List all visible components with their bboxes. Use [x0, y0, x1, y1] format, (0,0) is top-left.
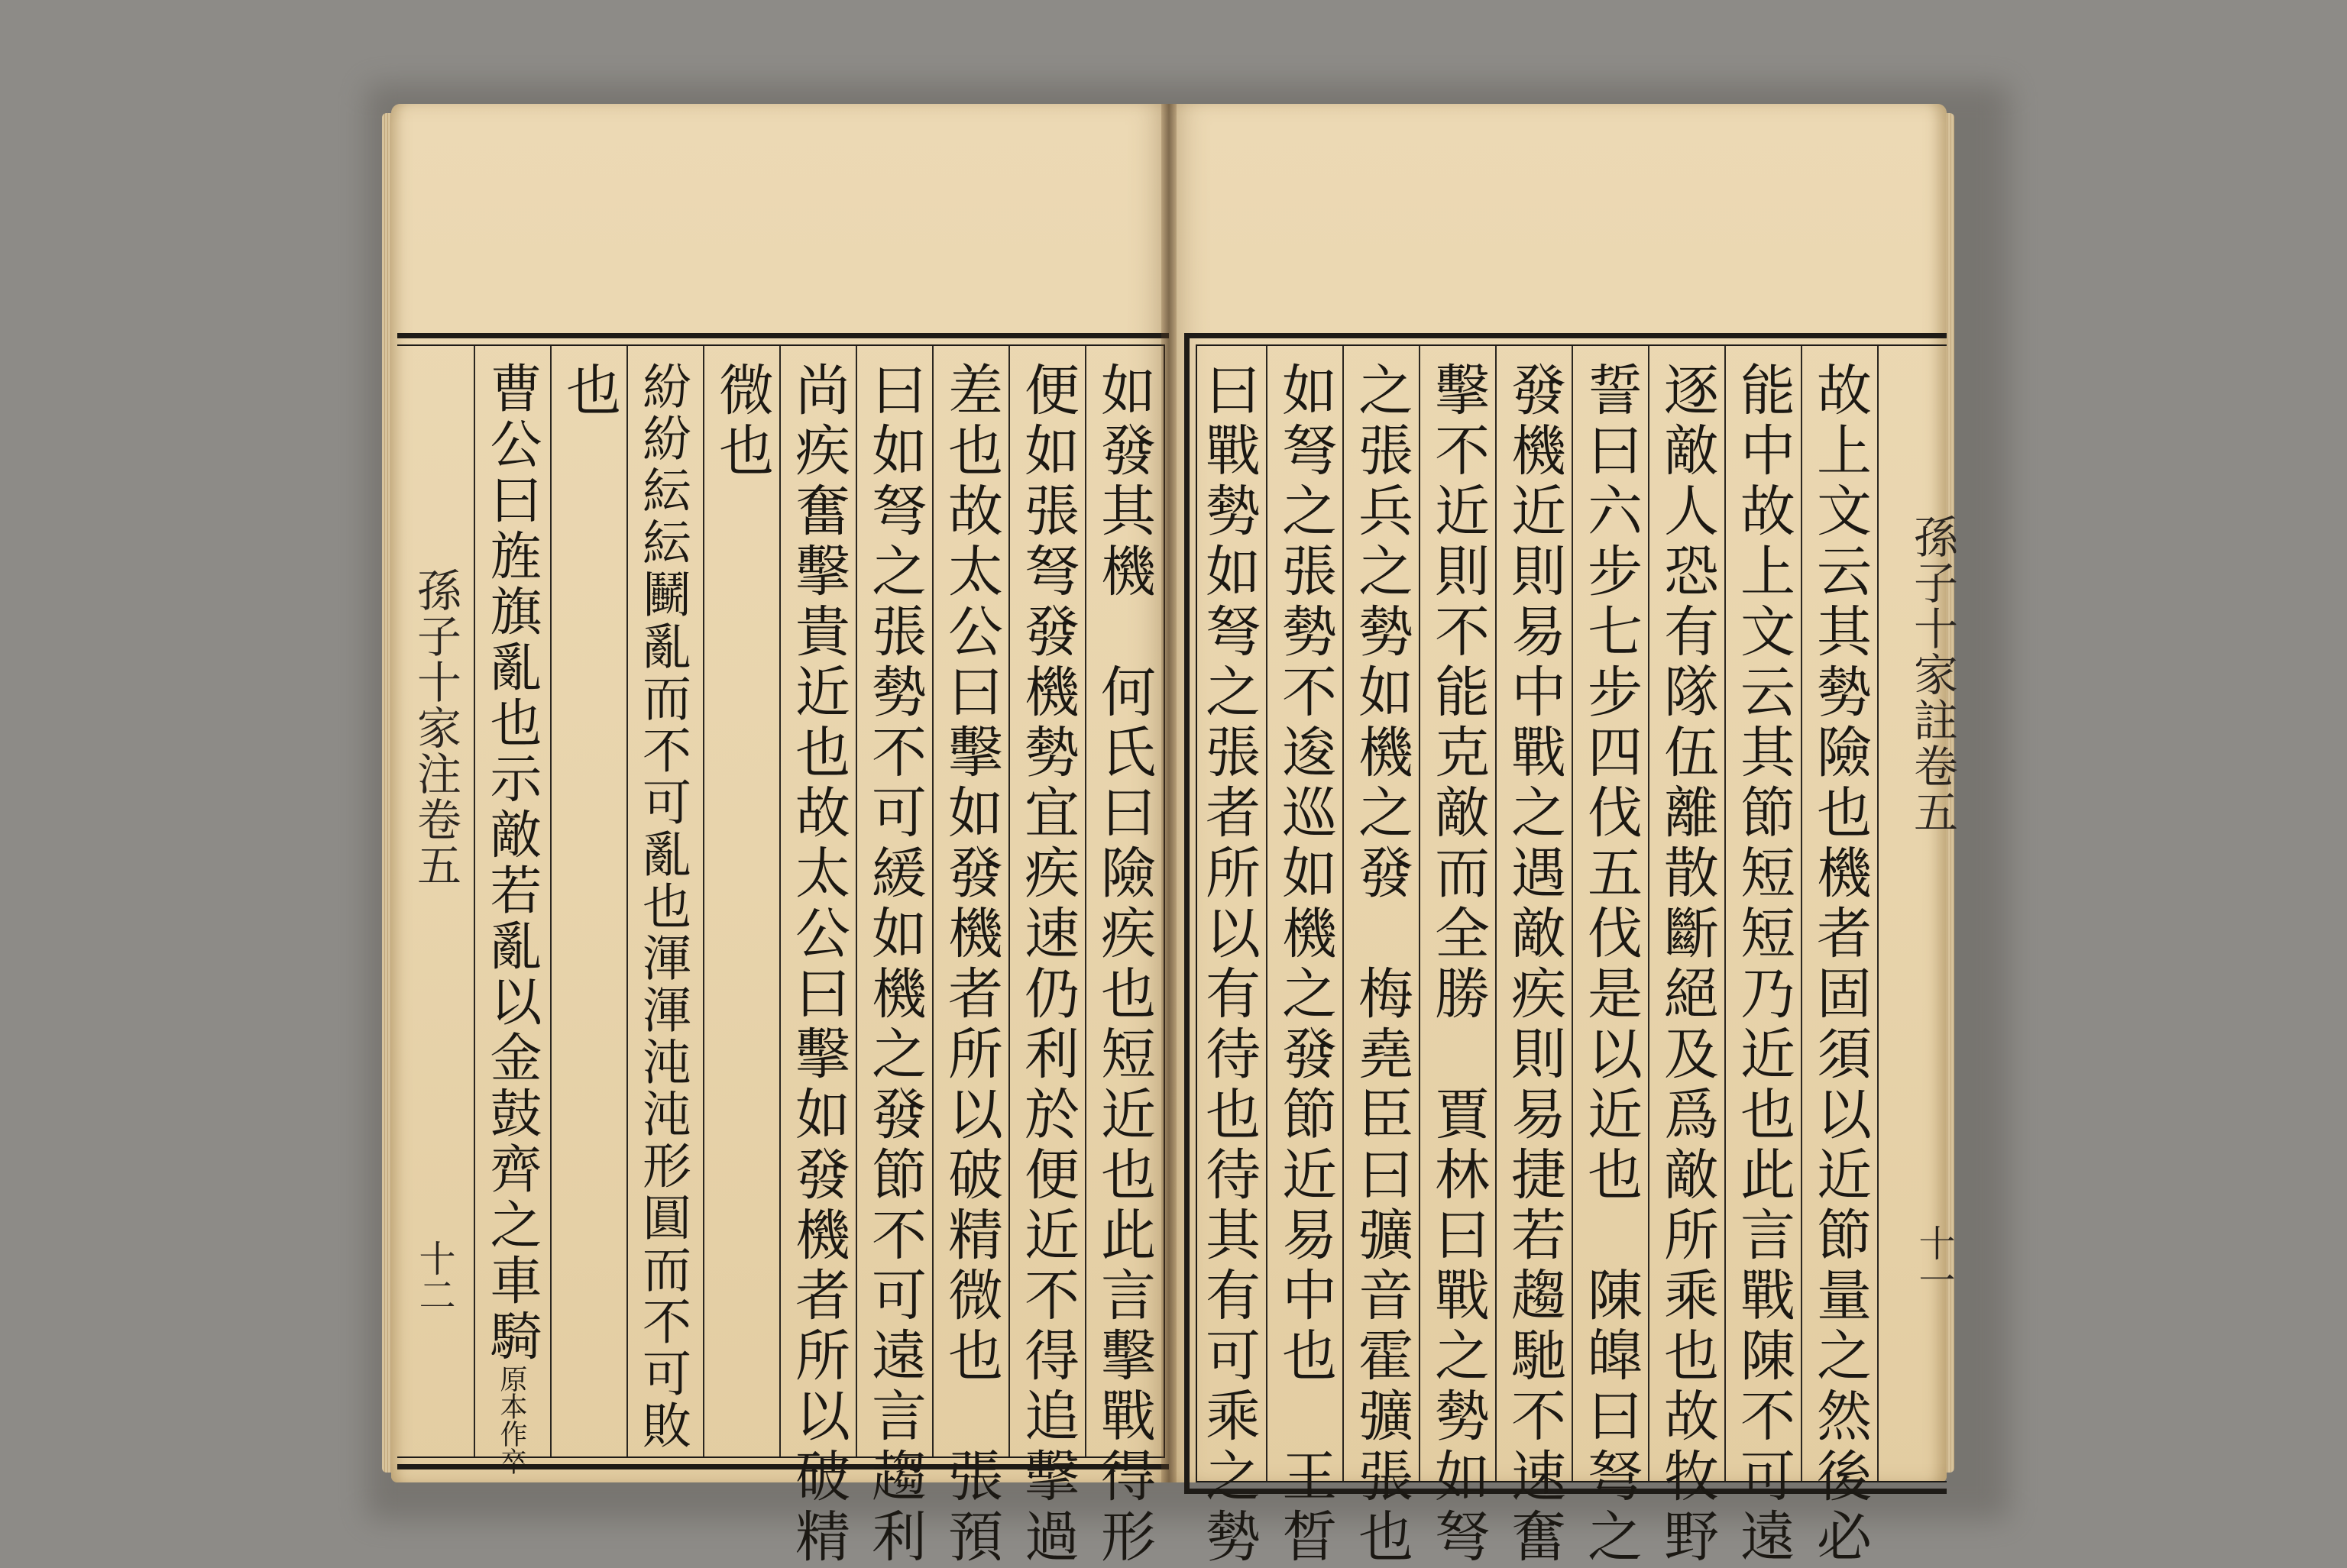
right-column-3: 逐敵人恐有隊伍離散斷絕及爲敵所乘也故牧野	[1655, 361, 1719, 1568]
right-page	[1169, 104, 1958, 1568]
right-column-5: 發機近則易中戰之遇敵疾則易捷若趨馳不速奮	[1502, 361, 1566, 1568]
left-column-9-text: 曹公曰旌旗亂也示敵若亂以金鼓齊之車騎	[481, 361, 542, 1365]
left-leaf-number: 十二	[413, 1240, 455, 1313]
left-column-7: 紛紛紜紜鬭亂而不可亂也渾渾沌沌形圓而不可敗	[634, 361, 691, 1452]
left-column-6: 微也	[710, 361, 774, 482]
left-page	[391, 104, 1169, 1568]
right-column-7: 之張兵之勢如機之發 梅堯臣曰彍音霍彍張也	[1349, 361, 1413, 1568]
left-column-9-note: 原本作卒	[496, 1365, 527, 1475]
right-column-6: 擊不近則不能克敵而全勝 賈林曰戰之勢如弩	[1426, 361, 1490, 1568]
left-column-8: 也	[557, 361, 621, 422]
left-column-1: 如發其機 何氏曰險疾也短近也此言擊戰得形	[1092, 361, 1156, 1568]
left-banxin-title: 孫子十家注卷五	[410, 567, 461, 888]
left-page-frame	[397, 333, 1177, 1568]
right-column-2: 能中故上文云其節短短乃近也此言戰陳不可遠	[1731, 361, 1795, 1568]
right-column-9: 曰戰勢如弩之張者所以有待也待其有可乘之勢	[1196, 361, 1261, 1568]
right-column-4: 誓曰六步七步四伐五伐是以近也 陳皥曰弩之	[1578, 361, 1643, 1568]
right-leaf-number: 十一	[1912, 1224, 1955, 1298]
left-column-4: 曰如弩之張勢不可緩如機之發節不可遠言趨利	[863, 361, 927, 1568]
right-column-1: 故上文云其勢險也機者固須以近節量之然後必	[1808, 361, 1872, 1568]
left-column-9	[481, 361, 542, 1475]
right-banxin-title: 孫子十家註卷五	[1906, 514, 1958, 835]
book-gutter	[1161, 104, 1177, 1482]
right-column-8: 如弩之張勢不逡巡如機之發節近易中也 王晳	[1273, 361, 1337, 1568]
left-column-3: 差也故太公曰擊如發機者所以破精微也 張預	[939, 361, 1003, 1568]
left-column-2: 便如張弩發機勢宜疾速仍利於便近不得追擊過	[1015, 361, 1080, 1568]
right-page-frame	[1184, 333, 1958, 1568]
left-column-5: 尚疾奮擊貴近也故太公曰擊如發機者所以破精	[786, 361, 850, 1568]
